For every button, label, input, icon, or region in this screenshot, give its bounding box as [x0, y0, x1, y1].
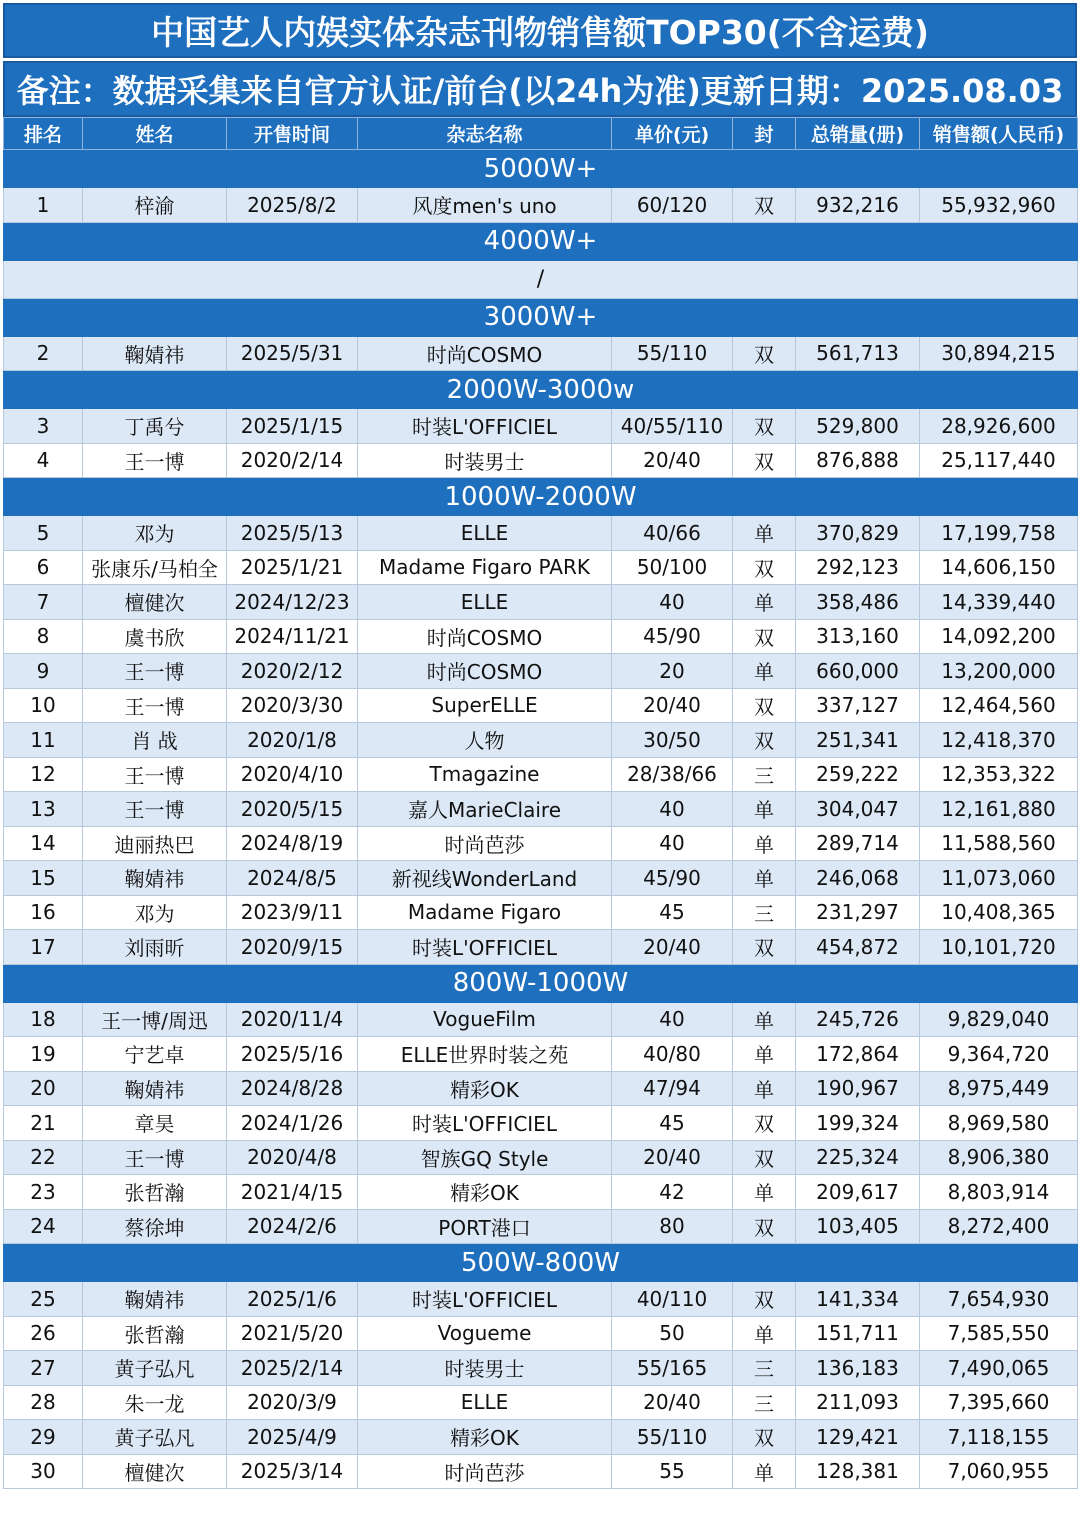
rank-cell: 9 — [4, 654, 83, 689]
cover-cell: 三 — [733, 1351, 796, 1386]
rank-cell: 1 — [4, 188, 83, 223]
sales-cell: 12,418,370 — [920, 723, 1078, 758]
rank-cell: 29 — [4, 1420, 83, 1455]
name-cell: 王一博/周迅 — [83, 1002, 227, 1037]
quantity-cell: 259,222 — [796, 757, 920, 792]
rank-cell: 4 — [4, 443, 83, 478]
rank-cell: 21 — [4, 1106, 83, 1141]
tier-label: 5000W+ — [4, 150, 1078, 188]
price-cell: 20/40 — [612, 443, 733, 478]
header-cover: 封 — [733, 118, 796, 150]
magazine-cell: 时装男士 — [358, 443, 612, 478]
name-cell: 邓为 — [83, 516, 227, 551]
sales-cell: 12,161,880 — [920, 792, 1078, 827]
date-cell: 2025/1/6 — [227, 1282, 358, 1317]
magazine-cell: 嘉人MarieClaire — [358, 792, 612, 827]
price-cell: 30/50 — [612, 723, 733, 758]
price-cell: 40/66 — [612, 516, 733, 551]
quantity-cell: 292,123 — [796, 550, 920, 585]
rank-cell: 16 — [4, 895, 83, 930]
sales-cell: 14,606,150 — [920, 550, 1078, 585]
quantity-cell: 209,617 — [796, 1175, 920, 1210]
tier-label: 4000W+ — [4, 222, 1078, 260]
table-row — [4, 1282, 1078, 1317]
date-cell: 2024/8/28 — [227, 1071, 358, 1106]
name-cell: 黄子弘凡 — [83, 1351, 227, 1386]
quantity-cell: 245,726 — [796, 1002, 920, 1037]
update-note: 备注：数据采集来自官方认证/前台(以24h为准)更新日期：2025.08.03 — [3, 61, 1077, 117]
price-cell: 55 — [612, 1454, 733, 1489]
cover-cell: 单 — [733, 1002, 796, 1037]
magazine-cell: ELLE世界时装之苑 — [358, 1037, 612, 1072]
date-cell: 2024/8/19 — [227, 826, 358, 861]
quantity-cell: 211,093 — [796, 1385, 920, 1420]
cover-cell: 双 — [733, 930, 796, 965]
quantity-cell: 561,713 — [796, 336, 920, 371]
date-cell: 2025/8/2 — [227, 188, 358, 223]
cover-cell: 单 — [733, 585, 796, 620]
name-cell: 邓为 — [83, 895, 227, 930]
name-cell: 鞠婧祎 — [83, 336, 227, 371]
date-cell: 2020/11/4 — [227, 1002, 358, 1037]
name-cell: 丁禹兮 — [83, 409, 227, 444]
date-cell: 2024/12/23 — [227, 585, 358, 620]
date-cell: 2025/1/15 — [227, 409, 358, 444]
table-row — [4, 443, 1078, 478]
magazine-cell: PORT港口 — [358, 1209, 612, 1244]
price-cell: 40 — [612, 826, 733, 861]
sales-cell: 10,101,720 — [920, 930, 1078, 965]
table-row — [4, 1140, 1078, 1175]
sales-cell: 12,353,322 — [920, 757, 1078, 792]
cover-cell: 单 — [733, 1071, 796, 1106]
header-date: 开售时间 — [227, 118, 358, 150]
date-cell: 2020/4/10 — [227, 757, 358, 792]
name-cell: 王一博 — [83, 443, 227, 478]
cover-cell: 双 — [733, 550, 796, 585]
table-row — [4, 861, 1078, 896]
price-cell: 20/40 — [612, 688, 733, 723]
sales-cell: 8,906,380 — [920, 1140, 1078, 1175]
cover-cell: 三 — [733, 757, 796, 792]
date-cell: 2025/3/14 — [227, 1454, 358, 1489]
price-cell: 55/110 — [612, 336, 733, 371]
name-cell: 宁艺卓 — [83, 1037, 227, 1072]
table-row — [4, 654, 1078, 689]
date-cell: 2024/1/26 — [227, 1106, 358, 1141]
magazine-cell: ELLE — [358, 516, 612, 551]
cover-cell: 单 — [733, 861, 796, 896]
tier-header-row — [4, 298, 1078, 336]
name-cell: 檀健次 — [83, 585, 227, 620]
table-row — [4, 1385, 1078, 1420]
cover-cell: 双 — [733, 1140, 796, 1175]
magazine-cell: 时装L'OFFICIEL — [358, 1106, 612, 1141]
date-cell: 2025/5/13 — [227, 516, 358, 551]
quantity-cell: 246,068 — [796, 861, 920, 896]
rank-cell: 10 — [4, 688, 83, 723]
cover-cell: 双 — [733, 1282, 796, 1317]
price-cell: 55/165 — [612, 1351, 733, 1386]
price-cell: 20 — [612, 654, 733, 689]
sales-cell: 11,588,560 — [920, 826, 1078, 861]
header-rank: 排名 — [4, 118, 83, 150]
header-sales: 销售额(人民币) — [920, 118, 1078, 150]
name-cell: 王一博 — [83, 654, 227, 689]
quantity-cell: 876,888 — [796, 443, 920, 478]
name-cell: 鞠婧祎 — [83, 1071, 227, 1106]
cover-cell: 双 — [733, 443, 796, 478]
rank-cell: 28 — [4, 1385, 83, 1420]
magazine-cell: Tmagazine — [358, 757, 612, 792]
magazine-cell: 精彩OK — [358, 1420, 612, 1455]
magazine-cell: 风度men's uno — [358, 188, 612, 223]
rank-cell: 24 — [4, 1209, 83, 1244]
quantity-cell: 313,160 — [796, 619, 920, 654]
table-row — [4, 1209, 1078, 1244]
sales-cell: 13,200,000 — [920, 654, 1078, 689]
magazine-cell: 时装L'OFFICIEL — [358, 930, 612, 965]
price-cell: 80 — [612, 1209, 733, 1244]
quantity-cell: 529,800 — [796, 409, 920, 444]
price-cell: 55/110 — [612, 1420, 733, 1455]
sales-cell: 7,060,955 — [920, 1454, 1078, 1489]
table-row — [4, 895, 1078, 930]
quantity-cell: 932,216 — [796, 188, 920, 223]
tier-label: 3000W+ — [4, 298, 1078, 336]
sales-cell: 7,654,930 — [920, 1282, 1078, 1317]
tier-empty-row — [4, 260, 1078, 298]
cover-cell: 双 — [733, 1420, 796, 1455]
price-cell: 20/40 — [612, 1385, 733, 1420]
date-cell: 2020/5/15 — [227, 792, 358, 827]
cover-cell: 双 — [733, 1106, 796, 1141]
table-row — [4, 619, 1078, 654]
price-cell: 60/120 — [612, 188, 733, 223]
rank-cell: 25 — [4, 1282, 83, 1317]
quantity-cell: 304,047 — [796, 792, 920, 827]
magazine-cell: 新视线WonderLand — [358, 861, 612, 896]
header-magazine: 杂志名称 — [358, 118, 612, 150]
price-cell: 47/94 — [612, 1071, 733, 1106]
rank-cell: 19 — [4, 1037, 83, 1072]
sales-cell: 8,969,580 — [920, 1106, 1078, 1141]
cover-cell: 三 — [733, 895, 796, 930]
table-row — [4, 1351, 1078, 1386]
name-cell: 虞书欣 — [83, 619, 227, 654]
table-row — [4, 826, 1078, 861]
sales-cell: 11,073,060 — [920, 861, 1078, 896]
quantity-cell: 454,872 — [796, 930, 920, 965]
sales-cell: 7,490,065 — [920, 1351, 1078, 1386]
rank-cell: 22 — [4, 1140, 83, 1175]
magazine-cell: Madame Figaro PARK — [358, 550, 612, 585]
tier-header-row — [4, 964, 1078, 1002]
magazine-cell: 时装男士 — [358, 1351, 612, 1386]
table-row — [4, 792, 1078, 827]
rank-cell: 26 — [4, 1316, 83, 1351]
table-row — [4, 723, 1078, 758]
price-cell: 45 — [612, 1106, 733, 1141]
sales-table — [3, 117, 1078, 1489]
table-row — [4, 1037, 1078, 1072]
rank-cell: 2 — [4, 336, 83, 371]
date-cell: 2025/2/14 — [227, 1351, 358, 1386]
sales-cell: 9,364,720 — [920, 1037, 1078, 1072]
rank-cell: 7 — [4, 585, 83, 620]
cover-cell: 双 — [733, 688, 796, 723]
rank-cell: 14 — [4, 826, 83, 861]
sales-cell: 12,464,560 — [920, 688, 1078, 723]
price-cell: 50 — [612, 1316, 733, 1351]
table-row — [4, 336, 1078, 371]
rank-cell: 5 — [4, 516, 83, 551]
quantity-cell: 129,421 — [796, 1420, 920, 1455]
date-cell: 2020/3/30 — [227, 688, 358, 723]
header-row — [4, 118, 1078, 150]
date-cell: 2020/4/8 — [227, 1140, 358, 1175]
rank-cell: 23 — [4, 1175, 83, 1210]
rank-cell: 18 — [4, 1002, 83, 1037]
quantity-cell: 190,967 — [796, 1071, 920, 1106]
sales-cell: 7,585,550 — [920, 1316, 1078, 1351]
sales-cell: 17,199,758 — [920, 516, 1078, 551]
sales-cell: 25,117,440 — [920, 443, 1078, 478]
date-cell: 2020/3/9 — [227, 1385, 358, 1420]
quantity-cell: 128,381 — [796, 1454, 920, 1489]
price-cell: 40/80 — [612, 1037, 733, 1072]
cover-cell: 双 — [733, 1209, 796, 1244]
table-row — [4, 1420, 1078, 1455]
date-cell: 2020/2/14 — [227, 443, 358, 478]
cover-cell: 双 — [733, 336, 796, 371]
price-cell: 40/55/110 — [612, 409, 733, 444]
rank-cell: 12 — [4, 757, 83, 792]
name-cell: 王一博 — [83, 1140, 227, 1175]
name-cell: 王一博 — [83, 792, 227, 827]
name-cell: 梓渝 — [83, 188, 227, 223]
quantity-cell: 199,324 — [796, 1106, 920, 1141]
quantity-cell: 231,297 — [796, 895, 920, 930]
header-quantity: 总销量(册) — [796, 118, 920, 150]
table-row — [4, 1175, 1078, 1210]
quantity-cell: 151,711 — [796, 1316, 920, 1351]
name-cell: 张哲瀚 — [83, 1175, 227, 1210]
cover-cell: 单 — [733, 792, 796, 827]
magazine-cell: 时尚COSMO — [358, 336, 612, 371]
date-cell: 2021/4/15 — [227, 1175, 358, 1210]
quantity-cell: 251,341 — [796, 723, 920, 758]
rank-cell: 17 — [4, 930, 83, 965]
name-cell: 章昊 — [83, 1106, 227, 1141]
cover-cell: 三 — [733, 1385, 796, 1420]
quantity-cell: 370,829 — [796, 516, 920, 551]
price-cell: 40 — [612, 1002, 733, 1037]
quantity-cell: 136,183 — [796, 1351, 920, 1386]
name-cell: 王一博 — [83, 688, 227, 723]
sales-cell: 7,395,660 — [920, 1385, 1078, 1420]
sales-cell: 8,975,449 — [920, 1071, 1078, 1106]
name-cell: 鞠婧祎 — [83, 861, 227, 896]
magazine-cell: 时装L'OFFICIEL — [358, 1282, 612, 1317]
tier-label: 1000W-2000W — [4, 478, 1078, 516]
header-price: 单价(元) — [612, 118, 733, 150]
table-row — [4, 688, 1078, 723]
magazine-cell: Madame Figaro — [358, 895, 612, 930]
rank-cell: 13 — [4, 792, 83, 827]
price-cell: 50/100 — [612, 550, 733, 585]
table-row — [4, 188, 1078, 223]
sales-cell: 8,272,400 — [920, 1209, 1078, 1244]
price-cell: 40 — [612, 585, 733, 620]
name-cell: 王一博 — [83, 757, 227, 792]
name-cell: 肖 战 — [83, 723, 227, 758]
cover-cell: 单 — [733, 1316, 796, 1351]
tier-label: 800W-1000W — [4, 964, 1078, 1002]
tier-header-row — [4, 222, 1078, 260]
table-row — [4, 516, 1078, 551]
cover-cell: 单 — [733, 516, 796, 551]
header-name: 姓名 — [83, 118, 227, 150]
sales-cell: 30,894,215 — [920, 336, 1078, 371]
date-cell: 2024/11/21 — [227, 619, 358, 654]
rank-cell: 27 — [4, 1351, 83, 1386]
date-cell: 2025/4/9 — [227, 1420, 358, 1455]
quantity-cell: 358,486 — [796, 585, 920, 620]
magazine-cell: 人物 — [358, 723, 612, 758]
sales-cell: 9,829,040 — [920, 1002, 1078, 1037]
magazine-cell: 时装L'OFFICIEL — [358, 409, 612, 444]
tier-empty-label: / — [4, 260, 1078, 298]
table-row — [4, 757, 1078, 792]
quantity-cell: 225,324 — [796, 1140, 920, 1175]
magazine-cell: 精彩OK — [358, 1175, 612, 1210]
date-cell: 2025/5/16 — [227, 1037, 358, 1072]
magazine-cell: ELLE — [358, 1385, 612, 1420]
cover-cell: 双 — [733, 409, 796, 444]
date-cell: 2020/2/12 — [227, 654, 358, 689]
name-cell: 张哲瀚 — [83, 1316, 227, 1351]
tier-header-row — [4, 150, 1078, 188]
rank-cell: 30 — [4, 1454, 83, 1489]
quantity-cell: 660,000 — [796, 654, 920, 689]
magazine-cell: Vogueme — [358, 1316, 612, 1351]
price-cell: 40/110 — [612, 1282, 733, 1317]
name-cell: 迪丽热巴 — [83, 826, 227, 861]
price-cell: 40 — [612, 792, 733, 827]
sales-cell: 8,803,914 — [920, 1175, 1078, 1210]
tier-header-row — [4, 371, 1078, 409]
price-cell: 45/90 — [612, 861, 733, 896]
price-cell: 28/38/66 — [612, 757, 733, 792]
table-row — [4, 930, 1078, 965]
name-cell: 蔡徐坤 — [83, 1209, 227, 1244]
quantity-cell: 172,864 — [796, 1037, 920, 1072]
table-row — [4, 1454, 1078, 1489]
magazine-cell: 时尚COSMO — [358, 654, 612, 689]
quantity-cell: 141,334 — [796, 1282, 920, 1317]
date-cell: 2021/5/20 — [227, 1316, 358, 1351]
cover-cell: 单 — [733, 1454, 796, 1489]
sales-cell: 7,118,155 — [920, 1420, 1078, 1455]
magazine-cell: SuperELLE — [358, 688, 612, 723]
rank-cell: 6 — [4, 550, 83, 585]
sales-cell: 28,926,600 — [920, 409, 1078, 444]
price-cell: 20/40 — [612, 930, 733, 965]
rank-cell: 20 — [4, 1071, 83, 1106]
date-cell: 2020/9/15 — [227, 930, 358, 965]
name-cell: 鞠婧祎 — [83, 1282, 227, 1317]
price-cell: 45/90 — [612, 619, 733, 654]
name-cell: 黄子弘凡 — [83, 1420, 227, 1455]
magazine-cell: 时尚芭莎 — [358, 826, 612, 861]
quantity-cell: 103,405 — [796, 1209, 920, 1244]
name-cell: 朱一龙 — [83, 1385, 227, 1420]
table-row — [4, 550, 1078, 585]
cover-cell: 双 — [733, 723, 796, 758]
magazine-cell: 精彩OK — [358, 1071, 612, 1106]
cover-cell: 单 — [733, 826, 796, 861]
cover-cell: 双 — [733, 619, 796, 654]
date-cell: 2024/8/5 — [227, 861, 358, 896]
rank-cell: 8 — [4, 619, 83, 654]
date-cell: 2025/5/31 — [227, 336, 358, 371]
sales-cell: 55,932,960 — [920, 188, 1078, 223]
cover-cell: 双 — [733, 188, 796, 223]
price-cell: 42 — [612, 1175, 733, 1210]
name-cell: 刘雨昕 — [83, 930, 227, 965]
table-row — [4, 409, 1078, 444]
table-row — [4, 1002, 1078, 1037]
table-row — [4, 1106, 1078, 1141]
name-cell: 檀健次 — [83, 1454, 227, 1489]
quantity-cell: 289,714 — [796, 826, 920, 861]
magazine-cell: 时尚COSMO — [358, 619, 612, 654]
cover-cell: 单 — [733, 654, 796, 689]
cover-cell: 单 — [733, 1175, 796, 1210]
magazine-cell: ELLE — [358, 585, 612, 620]
cover-cell: 单 — [733, 1037, 796, 1072]
tier-label: 2000W-3000w — [4, 371, 1078, 409]
sales-cell: 14,339,440 — [920, 585, 1078, 620]
rank-cell: 11 — [4, 723, 83, 758]
rank-cell: 3 — [4, 409, 83, 444]
tier-label: 500W-800W — [4, 1244, 1078, 1282]
tier-header-row — [4, 478, 1078, 516]
table-row — [4, 1316, 1078, 1351]
magazine-cell: 时尚芭莎 — [358, 1454, 612, 1489]
sales-cell: 14,092,200 — [920, 619, 1078, 654]
table-row — [4, 585, 1078, 620]
tier-header-row — [4, 1244, 1078, 1282]
name-cell: 张康乐/马柏全 — [83, 550, 227, 585]
table-body — [4, 150, 1078, 1489]
magazine-cell: VogueFilm — [358, 1002, 612, 1037]
table-row — [4, 1071, 1078, 1106]
price-cell: 20/40 — [612, 1140, 733, 1175]
magazine-cell: 智族GQ Style — [358, 1140, 612, 1175]
quantity-cell: 337,127 — [796, 688, 920, 723]
price-cell: 45 — [612, 895, 733, 930]
date-cell: 2020/1/8 — [227, 723, 358, 758]
date-cell: 2024/2/6 — [227, 1209, 358, 1244]
date-cell: 2025/1/21 — [227, 550, 358, 585]
page-title: 中国艺人内娱实体杂志刊物销售额TOP30(不含运费) — [3, 3, 1077, 58]
date-cell: 2023/9/11 — [227, 895, 358, 930]
sales-cell: 10,408,365 — [920, 895, 1078, 930]
rank-cell: 15 — [4, 861, 83, 896]
